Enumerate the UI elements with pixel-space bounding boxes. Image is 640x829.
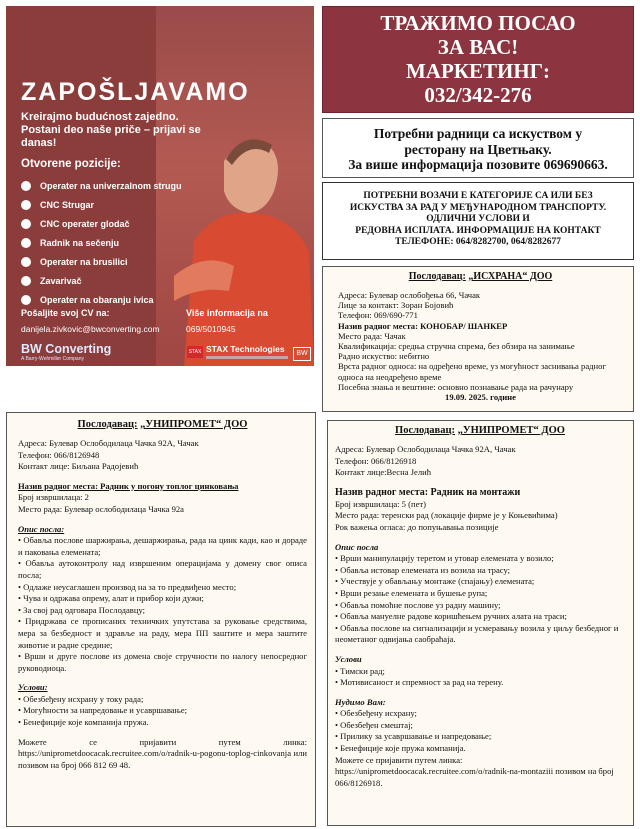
list-item: • Обавља аутоконтролу над извршеним операцијама у домену свог описа посла; — [18, 558, 307, 580]
address: Адреса: Булевар Ослободилаца Чачка 92А, Чачак — [335, 444, 516, 454]
duties-list — [335, 553, 625, 646]
ad-text-line: ОДЛИЧНИ УСЛОВИ И — [426, 214, 530, 224]
contact-phone: 069/5010945 — [186, 324, 236, 334]
employer-heading — [338, 271, 623, 282]
work-location: Место рада: теренски рад (локације фирме је у Коњевићима) — [335, 510, 558, 521]
work-location: Место рада: Чачак — [338, 330, 406, 341]
list-item: Zavarivač — [21, 271, 182, 290]
contact-email[interactable]: danijela.zivkovic@bwconverting.com — [21, 324, 160, 334]
list-item: • Прилику за усавршавање и напредовање; — [335, 731, 492, 742]
list-item: • Обезбеђен смештај; — [335, 719, 413, 730]
employer-heading — [335, 425, 625, 436]
position-title: Назив радног места: Радник у погону топлог цинковања — [18, 480, 239, 491]
list-item: • Врши резање елемената и бушење рупа; — [335, 587, 488, 598]
bullet-icon — [21, 238, 31, 248]
bw-logo-subtitle: A Barry-Wehmiller Company — [21, 356, 84, 362]
employer-label: Послодавац: — [395, 425, 455, 436]
list-item: • Обезбеђену исхрану; — [335, 708, 417, 719]
ad-text-line: РЕДОВНА ИСПЛАТА. ИНФОРМАЦИЈЕ НА КОНТАКТ — [355, 225, 601, 236]
list-item: • Обавља мануелне радове коришћењем ручних алата на траси; — [335, 611, 567, 622]
employer-label: Послодавац: — [408, 271, 466, 282]
list-item: • Обавља истовар елемената из возила на трасу; — [335, 564, 511, 575]
stax-logo-underline — [206, 356, 288, 359]
unipromet-galvanizing-ad — [6, 412, 316, 827]
phone: Телефон: 069/690-771 — [338, 310, 418, 321]
restaurant-workers-ad — [322, 118, 634, 178]
positions-list — [21, 176, 182, 309]
list-item: • Чува и одржава опрему, алат и прибор који дужи; — [18, 593, 204, 604]
list-item: • Обезбеђену исхрану у току рада; — [18, 693, 144, 704]
list-item: • Придржава се прописаних техничких упутстава за руковање средствима, мера за безбедност и здравље на раду, мера ПП заштите и мера заштите животне и радне средине; — [18, 616, 307, 650]
job-description-heading: Опис посла — [335, 541, 379, 552]
position-title: Назив радног места: Радник на монтажи — [335, 486, 521, 498]
experience: Радно искуство: небитно — [338, 351, 430, 362]
open-positions-heading: Otvorene pozicije: — [21, 158, 121, 170]
employer-label: Послодавац: — [77, 419, 138, 430]
bullet-icon — [21, 181, 31, 191]
ad-text-line: ИСКУСТВА ЗА РАД У МЕЂУНАРОДНОМ ТРАНСПОРТУ. — [349, 202, 607, 213]
conditions-list — [18, 694, 307, 729]
ad-text-line: ТЕЛЕФОНЕ: 064/8282700, 064/8282677 — [395, 237, 561, 247]
ad-text-line: ПОТРЕБНИ ВОЗАЧИ Е КАТЕГОРИЈЕ СА ИЛИ БЕЗ — [363, 191, 593, 201]
employment-type: Врста радног односа: на одређено време, уз могућност заснивања радног односа на неодређено време — [338, 361, 606, 382]
contact-person: Лице за контакт: Зоран Бојовић — [338, 300, 454, 311]
bullet-icon — [21, 257, 31, 267]
list-item: Operater na univerzalnom strugu — [21, 176, 182, 195]
ad-text-line: За више информација позовите 069690663. — [348, 157, 608, 172]
ad-deadline: Рок важења огласа: до попуњавања позиције — [335, 521, 499, 532]
marketing-phone: 032/342-276 — [424, 83, 532, 107]
marketing-subline: ЗА ВАС! — [437, 35, 519, 59]
bw-converting-logo: BW Converting — [21, 342, 112, 356]
ad-headline: ZAPOŠLJAVAMO — [21, 78, 250, 106]
skills: Посебна знања и вештине: основно познавање рада на рачунару — [338, 381, 574, 392]
list-item: • Врши и друге послове из домена своје стручности по налогу непосредног руководиоца. — [18, 651, 307, 673]
ad-text-line: Потребни радници са искуством у — [373, 126, 583, 141]
ishrana-job-ad — [322, 266, 634, 412]
bullet-icon — [21, 219, 31, 229]
employer-name: „УНИПРОМЕТ“ ДОО — [140, 419, 248, 430]
bw-small-logo: BW — [293, 347, 311, 361]
list-item: • Бенефиције које компанија пружа. — [18, 717, 149, 728]
list-item: • Учествује у обављању монтаже (спајању) елемената; — [335, 576, 535, 587]
list-item: • Обавља помоћне послове уз радну машину; — [335, 599, 501, 610]
phone: Телефон: 066/8126918 — [335, 455, 417, 466]
address: Адреса: Булевар ослобођења 66, Чачак — [338, 290, 481, 300]
list-item: • Тимски рад; — [335, 665, 385, 676]
bullet-icon — [21, 295, 31, 305]
ad-tagline: Kreirajmo budućnost zajedno. Postani deo naše priče – prijavi se danas! — [21, 111, 201, 149]
list-item: Operater na brusilici — [21, 252, 182, 271]
list-item: Radnik na sečenju — [21, 233, 182, 252]
worker-count: Број извршилаца: 2 — [18, 492, 89, 503]
marketing-headline: ТРАЖИМО ПОСАО — [380, 11, 576, 35]
conditions-heading: Услови: — [18, 682, 48, 693]
employer-heading — [18, 419, 307, 430]
stax-badge: STAX — [187, 346, 203, 358]
apply-label: Можете се пријавити путем линка: — [335, 754, 463, 765]
more-info-label: Više informacija na — [186, 308, 268, 318]
duties-list — [18, 535, 307, 674]
offer-heading: Нудимо Вам: — [335, 696, 386, 707]
job-description-heading: Опис посла: — [18, 523, 65, 534]
worker-count: Број извршилаца: 5 (пет) — [335, 498, 427, 509]
list-item: • Врши манипулацију теретом и утовар елемената у возило; — [335, 553, 554, 564]
ad-date: 19.09. 2025. године — [445, 392, 516, 403]
list-item: CNC operater glodač — [21, 214, 182, 233]
bw-converting-ad — [6, 6, 314, 366]
contact-person: Контакт лице:Весна Јелић — [335, 467, 432, 478]
list-item: • Одлаже неусаглашен производ на за то предвиђено место; — [18, 581, 237, 592]
bullet-icon — [21, 200, 31, 210]
conditions-list — [335, 666, 625, 689]
conditions-heading: Услови — [335, 653, 362, 664]
list-item: • Бенефиције које пружа компанија. — [335, 743, 466, 754]
bullet-icon — [21, 276, 31, 286]
drivers-ad — [322, 182, 634, 260]
stax-logo: STAX Technologies — [206, 344, 285, 354]
contact-person: Контакт лице: Биљана Радојевић — [18, 461, 139, 472]
list-item: • Могућности за напредовање и усавршавање; — [18, 705, 188, 716]
phone: Телефон: 066/8126948 — [18, 449, 100, 460]
position-title: Назив радног места: КОНОБАР/ ШАНКЕР — [338, 320, 508, 331]
send-cv-label: Pošaljite svoj CV na: — [21, 308, 110, 318]
offers-list — [335, 708, 625, 754]
list-item: CNC Strugar — [21, 195, 182, 214]
marketing-box — [322, 6, 634, 113]
list-item: • Обавља послове шаржирања, дешаржирања, рада на цинк кади, као и дораде и паковања елемената; — [18, 535, 307, 557]
employer-name: „ИСХРАНА“ ДОО — [468, 271, 553, 282]
list-item: • Обавља послове на сигнализацији и усмеравању возила у циљу безбедног и неометаног одвијања саобраћаја. — [335, 622, 619, 645]
marketing-label: МАРКЕТИНГ: — [405, 59, 551, 83]
employer-name: „УНИПРОМЕТ“ ДОО — [457, 425, 565, 436]
list-item: Operater na obaranju ivica — [21, 290, 182, 309]
unipromet-assembly-ad — [327, 420, 634, 826]
apply-text[interactable]: https://uniprometdoocacak.recruitee.com/o/radnik-na-montaziii позивом на број 066/8126918. — [335, 766, 614, 788]
ad-text-line: ресторану на Цветњаку. — [404, 141, 552, 157]
work-location: Место рада: Булевар ослободилаца Чачка 92а — [18, 503, 184, 514]
list-item: • Мотивисаност и спремност за рад на терену. — [335, 677, 504, 688]
list-item: • За свој рад одговара Послодавцу; — [18, 604, 146, 615]
qualification: Квалификација: средња стручна спрема, без обзира на занимање — [338, 341, 575, 352]
apply-text[interactable]: Можете се пријавити путем линка: https://uniprometdoocacak.recruitee.com/o/radnik-u-pogonu-toplog-cinkovanja или позивом на број 066 812 69 48. — [18, 736, 307, 770]
address: Адреса: Булевар Ослободилаца Чачка 92А, Чачак — [18, 438, 199, 448]
